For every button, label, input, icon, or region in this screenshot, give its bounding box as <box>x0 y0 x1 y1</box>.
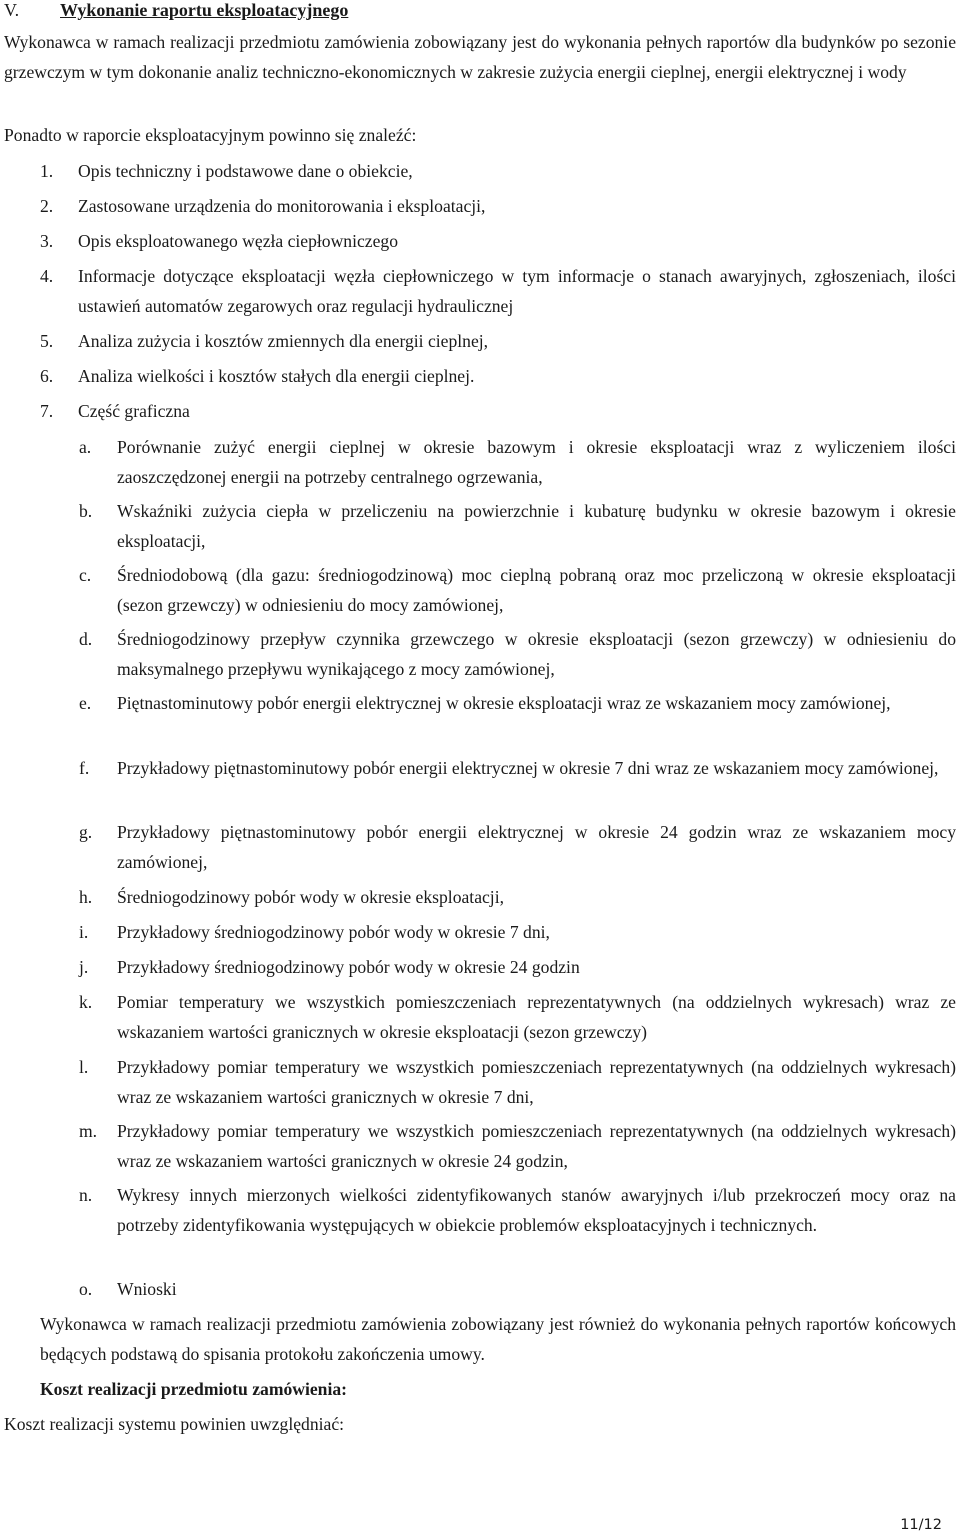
list-item <box>40 157 956 187</box>
sublist-marker: k. <box>79 992 93 1012</box>
sublist-text: Przykładowy piętnastominutowy pobór energii elektrycznej w okresie 7 dni wraz ze wskazaniem mocy zamówionej, <box>117 758 939 778</box>
sublist-marker: m. <box>79 1121 98 1141</box>
sublist-marker: g. <box>79 822 93 842</box>
sublist-item <box>79 1053 956 1112</box>
sublist-item <box>79 918 956 948</box>
sublist-text: Przykładowy pomiar temperatury we wszystkich pomieszczeniach reprezentatywnych (na oddzielnych wykresach) wraz ze wskazaniem wartości granicznych w okresie 7 dni, <box>117 1057 956 1107</box>
sublist-text: Wskaźniki zużycia ciepła w przeliczeniu na powierzchnie i kubaturę budynku w okresie bazowym i okresie eksploatacji, <box>117 501 956 551</box>
list-item <box>40 192 956 222</box>
list-marker: 7. <box>40 401 54 421</box>
sublist-text: Przykładowy średniogodzinowy pobór wody w okresie 7 dni, <box>117 922 550 942</box>
sublist-text: Średniogodzinowy pobór wody w okresie eksploatacji, <box>117 887 504 907</box>
sublist-text: Średniodobową (dla gazu: średniogodzinową) moc cieplną pobraną oraz moc przeliczoną w okresie eksploatacji (sezon grzewczy) w odniesieniu do mocy zamówionej, <box>117 565 956 615</box>
sublist-marker: c. <box>79 565 92 585</box>
sublist-item <box>79 988 956 1047</box>
intro-paragraph: Wykonawca w ramach realizacji przedmiotu zamówienia zobowiązany jest do wykonania pełnych raportów dla budynków po sezonie grzewczym w tym dokonanie analiz techniczno-ekonomicznych w zakresie zużycia energii cieplnej, energii elektrycznej i wody <box>4 32 956 82</box>
sublist-marker: b. <box>79 501 93 521</box>
list-marker: 6. <box>40 366 54 386</box>
cost-heading: Koszt realizacji przedmiotu zamówienia: <box>40 1379 347 1399</box>
sublist-item <box>79 497 956 556</box>
sublist-item <box>79 1275 956 1305</box>
sublist-marker: h. <box>79 887 93 907</box>
list-marker: 5. <box>40 331 54 351</box>
sublist-marker: a. <box>79 437 92 457</box>
section-heading <box>4 0 348 22</box>
sublist-marker: l. <box>79 1057 89 1077</box>
section-number: V. <box>4 0 20 20</box>
sublist-marker: j. <box>79 957 89 977</box>
list-marker: 1. <box>40 161 54 181</box>
list-marker: 3. <box>40 231 54 251</box>
sublist-item <box>79 625 956 684</box>
sublist-item <box>79 1117 956 1176</box>
sublist-text: Przykładowy średniogodzinowy pobór wody w okresie 24 godzin <box>117 957 580 977</box>
sublist-item <box>79 561 956 620</box>
sublist-item <box>79 1181 956 1240</box>
sublist-marker: i. <box>79 922 89 942</box>
intro-list-lead: Ponadto w raporcie eksploatacyjnym powinno się znaleźć: <box>4 125 417 145</box>
page-number: 11/12 <box>900 1517 942 1533</box>
closing-paragraph: Wykonawca w ramach realizacji przedmiotu zamówienia zobowiązany jest również do wykonania pełnych raportów końcowych będących podstawą do spisania protokołu zakończenia umowy. <box>40 1314 956 1364</box>
sublist-text: Porównanie zużyć energii cieplnej w okresie bazowym i okresie eksploatacji wraz z wyliczeniem ilości zaoszczędzonej energii na potrzeby centralnego ogrzewania, <box>117 437 956 487</box>
list-text: Analiza zużycia i kosztów zmiennych dla energii cieplnej, <box>78 331 489 351</box>
sublist-marker: f. <box>79 758 90 778</box>
list-item <box>40 397 956 427</box>
sublist-item <box>79 883 956 913</box>
sublist-item <box>79 818 956 877</box>
sublist-text: Pomiar temperatury we wszystkich pomieszczeniach reprezentatywnych (na oddzielnych wykresach) wraz ze wskazaniem wartości granicznych w okresie eksploatacji (sezon grzewczy) <box>117 992 956 1042</box>
list-text: Zastosowane urządzenia do monitorowania i eksploatacji, <box>78 196 486 216</box>
sublist-marker: d. <box>79 629 93 649</box>
sublist-marker: e. <box>79 693 92 713</box>
list-item <box>40 262 956 321</box>
section-title: Wykonanie raportu eksploatacyjnego <box>60 0 349 20</box>
sublist-text: Wykresy innych mierzonych wielkości zidentyfikowanych stanów awaryjnych i/lub przekroczeń mocy oraz na potrzeby zidentyfikowania występujących w obiekcie problemów eksploatacyjnych i technicznych. <box>117 1185 956 1235</box>
sublist-text: Przykładowy pomiar temperatury we wszystkich pomieszczeniach reprezentatywnych (na oddzielnych wykresach) wraz ze wskazaniem wartości granicznych w okresie 24 godzin, <box>117 1121 956 1171</box>
sublist-item <box>79 689 956 719</box>
sublist-text: Piętnastominutowy pobór energii elektrycznej w okresie eksploatacji wraz ze wskazaniem mocy zamówionej, <box>117 693 891 713</box>
list-item <box>40 362 956 392</box>
list-item <box>40 227 956 257</box>
list-marker: 4. <box>40 266 54 286</box>
sublist-marker: o. <box>79 1279 93 1299</box>
cost-intro: Koszt realizacji systemu powinien uwzględniać: <box>4 1414 345 1434</box>
sublist-text: Wnioski <box>117 1279 177 1299</box>
sublist-item <box>79 754 956 784</box>
sublist-text: Przykładowy piętnastominutowy pobór energii elektrycznej w okresie 24 godzin wraz ze wskazaniem mocy zamówionej, <box>117 822 956 872</box>
list-text: Analiza wielkości i kosztów stałych dla energii cieplnej. <box>78 366 475 386</box>
sublist-item <box>79 953 956 983</box>
sublist-text: Średniogodzinowy przepływ czynnika grzewczego w okresie eksploatacji (sezon grzewczy) w odniesieniu do maksymalnego przepływu wynikającego z mocy zamówionej, <box>117 629 956 679</box>
list-text: Część graficzna <box>78 401 190 421</box>
list-text: Informacje dotyczące eksploatacji węzła ciepłowniczego w tym informacje o stanach awaryjnych, zgłoszeniach, ilości ustawień automatów zegarowych oraz regulacji hydraulicznej <box>78 266 956 316</box>
list-text: Opis eksploatowanego węzła ciepłowniczego <box>78 231 398 251</box>
list-item <box>40 327 956 357</box>
list-text: Opis techniczny i podstawowe dane o obiekcie, <box>78 161 413 181</box>
sublist-marker: n. <box>79 1185 93 1205</box>
sublist-item <box>79 433 956 492</box>
list-marker: 2. <box>40 196 54 216</box>
